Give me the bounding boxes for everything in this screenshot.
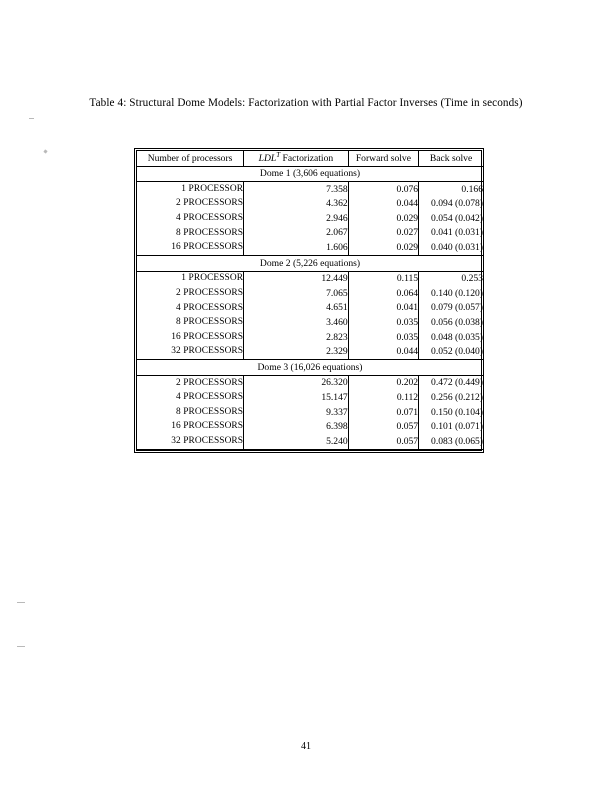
cell-factorization-time: 3.460	[244, 316, 349, 331]
table-row	[137, 405, 483, 420]
table-header-row	[137, 151, 483, 166]
scan-artifact	[17, 602, 25, 603]
cell-processors: 2 PROCESSORS	[137, 197, 244, 212]
cell-processors: 1 PROCESSOR	[137, 271, 244, 286]
header-ldl-superscript: T	[276, 151, 281, 160]
table-row	[137, 375, 483, 390]
cell-factorization-time: 7.065	[244, 286, 349, 301]
header-forward-solve: Forward solve	[348, 151, 418, 166]
cell-forward-solve-time: 0.029	[348, 211, 418, 226]
table-row	[137, 226, 483, 241]
cell-forward-solve-time: 0.027	[348, 226, 418, 241]
table-row	[137, 271, 483, 286]
table-row	[137, 391, 483, 406]
table-row	[137, 182, 483, 197]
cell-back-solve-time: 0.256 (0.212)	[431, 392, 483, 403]
table-caption-text: Table 4: Structural Dome Models: Factorization with Partial Factor Inverses (Time in seconds)	[89, 97, 523, 109]
table-container	[134, 148, 484, 453]
table-row	[137, 316, 483, 331]
scan-artifact	[29, 118, 34, 119]
cell-factorization-time: 2.946	[244, 211, 349, 226]
table-row	[137, 211, 483, 226]
scan-artifact	[43, 149, 47, 153]
cell-factorization-time: 2.067	[244, 226, 349, 241]
cell-processors: 4 PROCESSORS	[137, 211, 244, 226]
cell-forward-solve-time: 0.057	[348, 434, 418, 449]
table-row	[137, 345, 483, 360]
group-title: Dome 1 (3,606 equations)	[137, 166, 483, 182]
cell-back-solve-time: 0.048 (0.035)	[431, 331, 483, 343]
cell-forward-solve-time: 0.044	[348, 197, 418, 212]
cell-back-solve-time: 0.472 (0.449)	[431, 377, 483, 389]
table-inner-border	[136, 150, 482, 451]
cell-forward-solve-time: 0.029	[348, 241, 418, 256]
header-ldl-symbol: LDL	[258, 153, 277, 165]
cell-back-solve-time: 0.041 (0.031)	[431, 227, 483, 239]
cell-forward-solve-time: 0.035	[348, 316, 418, 331]
cell-processors: 8 PROCESSORS	[137, 226, 244, 241]
header-processors: Number of processors	[137, 151, 244, 166]
cell-factorization-time: 4.362	[244, 197, 349, 212]
table-caption	[0, 97, 612, 109]
cell-forward-solve-time: 0.112	[348, 391, 418, 406]
cell-back-solve-time: 0.040 (0.031)	[431, 242, 483, 254]
cell-factorization-time: 6.398	[244, 420, 349, 435]
cell-factorization-time: 12.449	[244, 271, 349, 286]
table-row	[137, 434, 483, 449]
table-row	[137, 301, 483, 316]
cell-processors: 4 PROCESSORS	[137, 391, 244, 406]
cell-forward-solve-time: 0.041	[348, 301, 418, 316]
cell-processors: 2 PROCESSORS	[137, 375, 244, 390]
cell-forward-solve-time: 0.202	[348, 375, 418, 390]
cell-processors: 16 PROCESSORS	[137, 241, 244, 256]
page-number: 41	[301, 741, 311, 752]
cell-factorization-time: 1.606	[244, 241, 349, 256]
cell-processors: 2 PROCESSORS	[137, 286, 244, 301]
cell-forward-solve-time: 0.064	[348, 286, 418, 301]
cell-processors: 8 PROCESSORS	[137, 316, 244, 331]
scan-artifact	[17, 646, 25, 647]
table-row	[137, 330, 483, 345]
table-row	[137, 420, 483, 435]
group-title: Dome 3 (16,026 equations)	[137, 360, 483, 376]
cell-factorization-time: 7.358	[244, 182, 349, 197]
cell-processors: 32 PROCESSORS	[137, 345, 244, 360]
group-title: Dome 2 (5,226 equations)	[137, 256, 483, 272]
table-group-header-row	[137, 360, 483, 376]
cell-back-solve-time: 0.253	[461, 273, 483, 285]
header-factorization: $LDL^T$ Factorization	[244, 151, 349, 166]
cell-processors: 4 PROCESSORS	[137, 301, 244, 316]
cell-processors: 32 PROCESSORS	[137, 434, 244, 449]
cell-back-solve-time: 0.083 (0.065)	[419, 434, 483, 449]
cell-back-solve-time: 0.052 (0.040)	[431, 346, 483, 358]
cell-forward-solve-time: 0.044	[348, 345, 418, 360]
cell-factorization-time: 2.823	[244, 330, 349, 345]
cell-factorization-time: 5.240	[244, 434, 349, 449]
cell-forward-solve-time: 0.076	[348, 182, 418, 197]
table-row	[137, 197, 483, 212]
header-back-solve: Back solve	[419, 151, 483, 166]
cell-factorization-time: 26.320	[244, 375, 349, 390]
cell-factorization-time: 15.147	[244, 391, 349, 406]
cell-back-solve-time: 0.056 (0.038)	[431, 317, 483, 329]
table-row	[137, 286, 483, 301]
cell-factorization-time: 2.329	[244, 345, 349, 360]
cell-factorization-time: 4.651	[244, 301, 349, 316]
cell-back-solve-time: 0.054 (0.042)	[431, 212, 483, 224]
cell-processors: 16 PROCESSORS	[137, 420, 244, 435]
cell-processors: 1 PROCESSOR	[137, 182, 244, 197]
cell-forward-solve-time: 0.071	[348, 405, 418, 420]
cell-back-solve-time: 0.079 (0.057)	[431, 302, 483, 314]
cell-back-solve-time: 0.150 (0.104)	[431, 406, 483, 418]
cell-back-solve-time: 0.101 (0.071)	[431, 421, 483, 433]
cell-back-solve-time: 0.140 (0.120)	[431, 287, 483, 299]
cell-forward-solve-time: 0.035	[348, 330, 418, 345]
cell-back-solve-time: 0.094 (0.078)	[431, 198, 483, 210]
cell-processors: 16 PROCESSORS	[137, 330, 244, 345]
cell-factorization-time: 9.337	[244, 405, 349, 420]
cell-forward-solve-time: 0.115	[348, 271, 418, 286]
cell-processors: 8 PROCESSORS	[137, 405, 244, 420]
cell-forward-solve-time: 0.057	[348, 420, 418, 435]
table-row	[137, 241, 483, 256]
cell-back-solve-time: 0.166	[461, 183, 483, 195]
table-group-header-row	[137, 256, 483, 272]
results-table	[137, 151, 483, 450]
table-group-header-row	[137, 166, 483, 182]
